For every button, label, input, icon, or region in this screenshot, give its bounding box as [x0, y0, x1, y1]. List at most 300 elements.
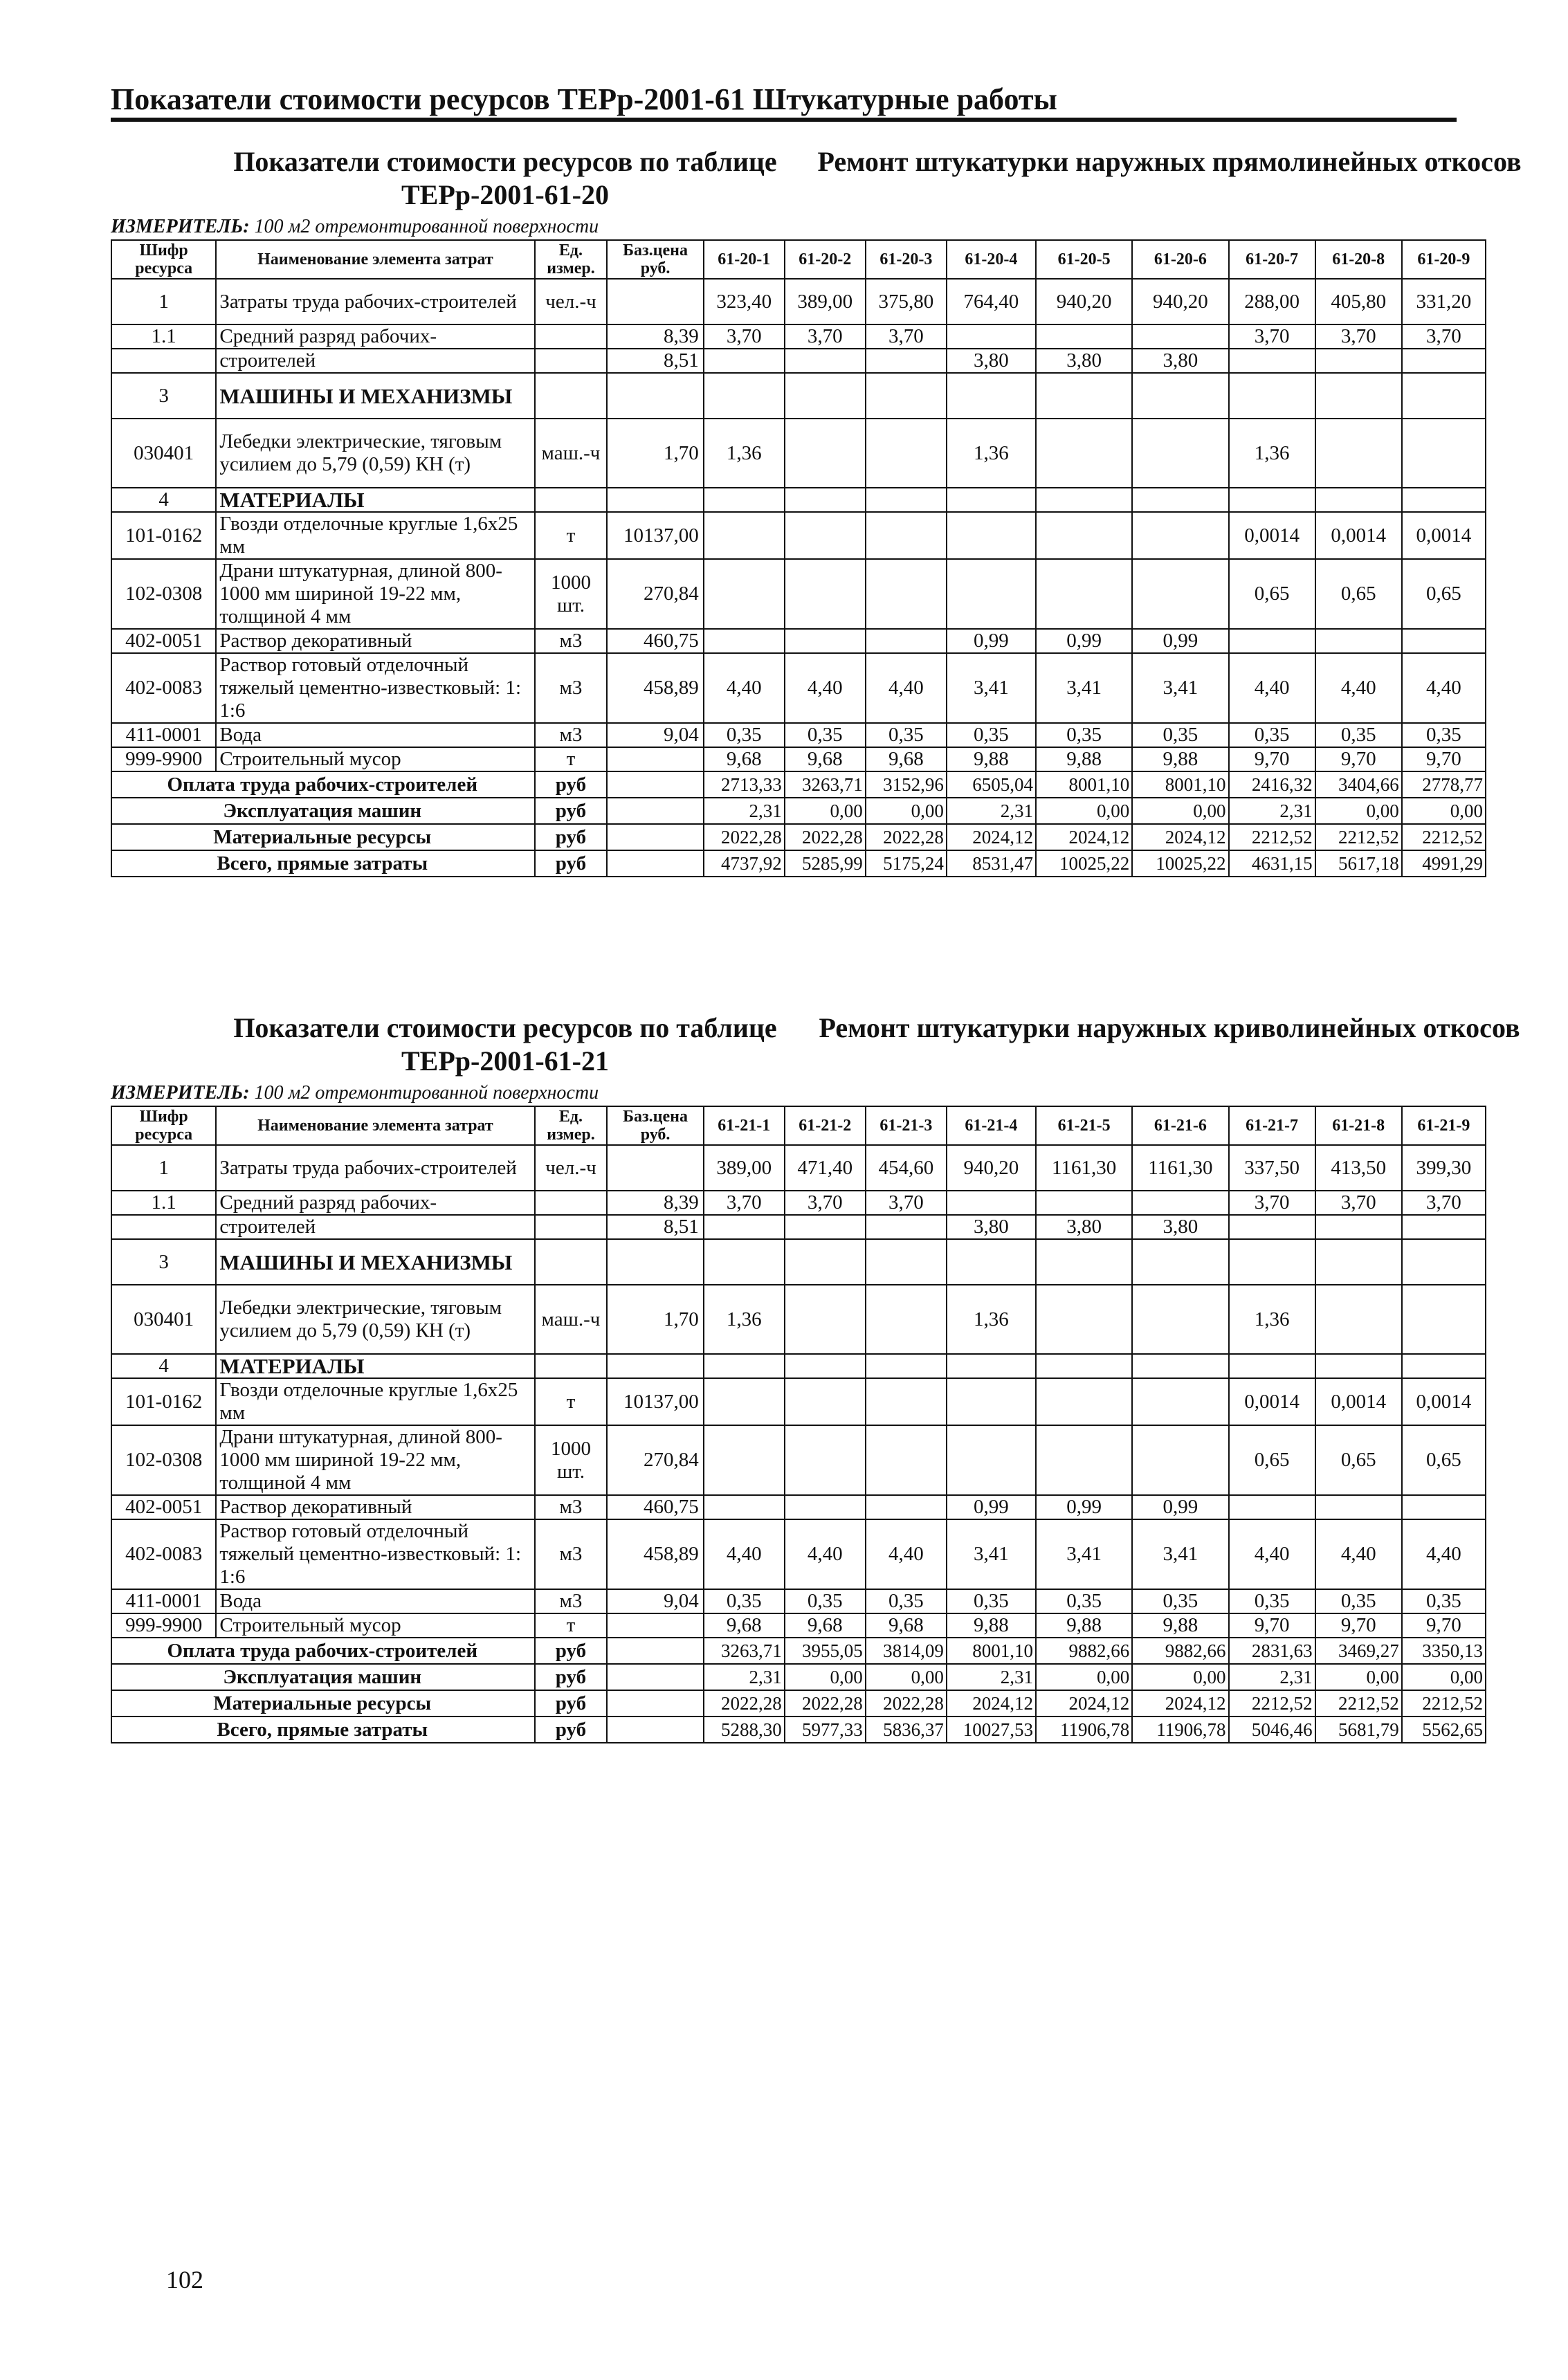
- cell-value: [1315, 349, 1402, 373]
- total-name: Материальные ресурсы: [111, 824, 535, 850]
- total-value: 2212,52: [1229, 824, 1315, 850]
- total-value: 2212,52: [1315, 824, 1402, 850]
- cell-value: 9,70: [1315, 747, 1402, 771]
- cell-code: 999-9900: [111, 1613, 216, 1638]
- cell-value: 0,65: [1229, 559, 1315, 629]
- cell-value: [1132, 1378, 1228, 1425]
- cell-value: 9,68: [785, 1613, 866, 1638]
- cell-unit: т: [535, 1613, 608, 1638]
- total-value: 2024,12: [1036, 1690, 1132, 1717]
- cell-value: [1229, 1215, 1315, 1239]
- cell-price: 10137,00: [607, 512, 703, 559]
- cell-value: 4,40: [1315, 1519, 1402, 1589]
- cell-value: 3,41: [947, 1519, 1036, 1589]
- cell-value: 0,99: [1036, 629, 1132, 653]
- total-value: 2212,52: [1315, 1690, 1402, 1717]
- cell-value: [866, 1378, 947, 1425]
- cell-name: Драни штукатурная, длиной 800-1000 мм шириной 19-22 мм, толщиной 4 мм: [216, 1425, 534, 1495]
- cell-code: 402-0051: [111, 629, 216, 653]
- total-value: 3469,27: [1315, 1638, 1402, 1664]
- cell-value: [1132, 419, 1228, 488]
- cell-value: 0,35: [1132, 723, 1228, 747]
- total-value: 4737,92: [704, 850, 785, 877]
- total-value: 0,00: [1402, 798, 1486, 824]
- total-price-empty: [607, 824, 703, 850]
- total-price-empty: [607, 1690, 703, 1717]
- col-header-name: Наименование элемента затрат: [216, 240, 534, 279]
- total-name: Оплата труда рабочих-строителей: [111, 1638, 535, 1664]
- cell-value: 0,35: [1315, 1589, 1402, 1613]
- cell-value: 405,80: [1315, 279, 1402, 324]
- cell-value: [1036, 1285, 1132, 1354]
- cell-name: Раствор декоративный: [216, 629, 534, 653]
- cell-value: [785, 1354, 866, 1378]
- page-number: 102: [166, 2266, 203, 2294]
- total-value: 0,00: [1132, 1664, 1228, 1690]
- cell-name: МАШИНЫ И МЕХАНИЗМЫ: [216, 1239, 534, 1285]
- total-price-empty: [607, 798, 703, 824]
- cell-value: 9,70: [1229, 747, 1315, 771]
- cell-unit: [535, 488, 608, 512]
- cell-value: [785, 1495, 866, 1519]
- cell-value: 0,35: [1229, 723, 1315, 747]
- total-value: 0,00: [1132, 798, 1228, 824]
- total-value: 2024,12: [947, 1690, 1036, 1717]
- cell-price: 8,51: [607, 349, 703, 373]
- cell-value: [1229, 373, 1315, 419]
- cell-price: [607, 488, 703, 512]
- cell-value: 9,68: [704, 747, 785, 771]
- total-value: 0,00: [1315, 1664, 1402, 1690]
- cell-value: 1,36: [704, 419, 785, 488]
- cell-price: [607, 1145, 703, 1191]
- total-unit: руб: [535, 1717, 608, 1743]
- cell-price: [607, 373, 703, 419]
- cell-value: [1132, 1239, 1228, 1285]
- cell-value: 1161,30: [1132, 1145, 1228, 1191]
- cell-value: [947, 1239, 1036, 1285]
- cell-value: [1132, 512, 1228, 559]
- cell-name: Лебедки электрические, тяговым усилием до 5,79 (0,59) КН (т): [216, 1285, 534, 1354]
- total-value: 9882,66: [1132, 1638, 1228, 1664]
- total-value: 0,00: [785, 1664, 866, 1690]
- cell-value: [866, 1495, 947, 1519]
- cell-price: 8,39: [607, 1191, 703, 1215]
- total-value: 5562,65: [1402, 1717, 1486, 1743]
- cell-value: [866, 373, 947, 419]
- total-name: Всего, прямые затраты: [111, 850, 535, 877]
- cell-value: 0,35: [866, 723, 947, 747]
- total-value: 11906,78: [1036, 1717, 1132, 1743]
- cell-unit: [535, 1191, 608, 1215]
- total-name: Материальные ресурсы: [111, 1690, 535, 1717]
- cell-value: [866, 512, 947, 559]
- total-value: 5977,33: [785, 1717, 866, 1743]
- cell-value: 3,70: [785, 1191, 866, 1215]
- table-row: [111, 1613, 1486, 1638]
- cell-price: 458,89: [607, 1519, 703, 1589]
- cell-value: 9,70: [1402, 1613, 1486, 1638]
- cell-value: [704, 1425, 785, 1495]
- cell-name: Средний разряд рабочих-: [216, 1191, 534, 1215]
- table-row: [111, 723, 1486, 747]
- cell-unit: м3: [535, 1589, 608, 1613]
- cell-value: [1402, 488, 1486, 512]
- table-header-row: [111, 1106, 1486, 1145]
- cell-value: 0,99: [1132, 1495, 1228, 1519]
- total-value: 3350,13: [1402, 1638, 1486, 1664]
- measure-label: ИЗМЕРИТЕЛЬ:: [111, 216, 250, 237]
- total-value: 3814,09: [866, 1638, 947, 1664]
- table-row: [111, 629, 1486, 653]
- cell-unit: т: [535, 512, 608, 559]
- total-unit: руб: [535, 1638, 608, 1664]
- total-value: 0,00: [1315, 798, 1402, 824]
- total-row: [111, 850, 1486, 877]
- col-header-norm: 61-20-5: [1036, 240, 1132, 279]
- cell-value: 3,70: [704, 1191, 785, 1215]
- cell-unit: 1000 шт.: [535, 1425, 608, 1495]
- cell-value: [1315, 1215, 1402, 1239]
- cell-value: 0,0014: [1229, 1378, 1315, 1425]
- cell-value: 4,40: [866, 1519, 947, 1589]
- cell-value: [1036, 373, 1132, 419]
- cell-value: 3,41: [1036, 1519, 1132, 1589]
- col-header-norm: 61-21-1: [704, 1106, 785, 1145]
- cell-value: 0,65: [1229, 1425, 1315, 1495]
- cell-value: [1229, 629, 1315, 653]
- cell-value: [947, 1378, 1036, 1425]
- cell-value: 3,80: [1036, 349, 1132, 373]
- cell-name: Строительный мусор: [216, 1613, 534, 1638]
- cell-value: [1229, 349, 1315, 373]
- cell-value: 4,40: [1229, 653, 1315, 723]
- cell-value: [1132, 488, 1228, 512]
- cell-value: [947, 488, 1036, 512]
- cell-value: 3,70: [1229, 324, 1315, 349]
- cell-code: 411-0001: [111, 1589, 216, 1613]
- cell-value: 0,0014: [1402, 512, 1486, 559]
- cell-price: 9,04: [607, 1589, 703, 1613]
- cell-value: [1402, 629, 1486, 653]
- cell-value: [704, 1378, 785, 1425]
- cell-value: 0,35: [1132, 1589, 1228, 1613]
- cell-value: [947, 1191, 1036, 1215]
- cell-name: Раствор готовый отделочный тяжелый цементно-известковый: 1: 1:6: [216, 1519, 534, 1589]
- cell-value: 0,35: [785, 1589, 866, 1613]
- cell-value: [1315, 1285, 1402, 1354]
- cell-value: [704, 488, 785, 512]
- cell-name: Затраты труда рабочих-строителей: [216, 279, 534, 324]
- total-unit: руб: [535, 1664, 608, 1690]
- page-header: Показатели стоимости ресурсов ТЕРр-2001-61 Штукатурные работы: [111, 82, 1057, 116]
- cell-value: 3,70: [1315, 1191, 1402, 1215]
- cell-code: 101-0162: [111, 1378, 216, 1425]
- col-header-norm: 61-20-2: [785, 240, 866, 279]
- cell-unit: м3: [535, 723, 608, 747]
- table-row: [111, 419, 1486, 488]
- cell-unit: м3: [535, 1495, 608, 1519]
- cell-value: 0,99: [1036, 1495, 1132, 1519]
- cell-value: 0,35: [1036, 1589, 1132, 1613]
- cell-value: [947, 1354, 1036, 1378]
- cell-value: 454,60: [866, 1145, 947, 1191]
- cell-name: строителей: [216, 349, 534, 373]
- cell-value: [1036, 512, 1132, 559]
- total-value: 2,31: [947, 798, 1036, 824]
- cell-name: Средний разряд рабочих-: [216, 324, 534, 349]
- total-name: Оплата труда рабочих-строителей: [111, 771, 535, 798]
- cell-value: 3,70: [1315, 324, 1402, 349]
- cell-value: 4,40: [866, 653, 947, 723]
- cell-value: 4,40: [1402, 653, 1486, 723]
- col-header-norm: 61-21-4: [947, 1106, 1036, 1145]
- measure-line: [111, 1081, 1486, 1106]
- cell-code: 101-0162: [111, 512, 216, 559]
- total-value: 0,00: [1036, 1664, 1132, 1690]
- cell-value: [947, 373, 1036, 419]
- resource-section: [111, 145, 1522, 877]
- total-value: 0,00: [785, 798, 866, 824]
- cell-name: Вода: [216, 723, 534, 747]
- cell-value: 3,70: [785, 324, 866, 349]
- total-value: 3263,71: [704, 1638, 785, 1664]
- cell-price: [607, 1613, 703, 1638]
- total-value: 2,31: [1229, 798, 1315, 824]
- cell-unit: чел.-ч: [535, 279, 608, 324]
- cell-value: [1036, 1239, 1132, 1285]
- cell-value: 4,40: [1315, 653, 1402, 723]
- cell-value: 9,68: [866, 747, 947, 771]
- col-header-norm: 61-21-9: [1402, 1106, 1486, 1145]
- cell-value: 288,00: [1229, 279, 1315, 324]
- cell-value: [785, 1285, 866, 1354]
- total-value: 2,31: [704, 798, 785, 824]
- cell-value: [1036, 559, 1132, 629]
- cell-value: 9,68: [785, 747, 866, 771]
- cell-price: 270,84: [607, 559, 703, 629]
- table-row: [111, 1145, 1486, 1191]
- cell-value: 9,88: [947, 1613, 1036, 1638]
- cell-value: [785, 1425, 866, 1495]
- cell-value: [785, 373, 866, 419]
- cell-value: [1315, 419, 1402, 488]
- cell-code: [111, 1215, 216, 1239]
- total-row: [111, 1638, 1486, 1664]
- cell-unit: т: [535, 1378, 608, 1425]
- total-value: 5681,79: [1315, 1717, 1402, 1743]
- cell-name: МАШИНЫ И МЕХАНИЗМЫ: [216, 373, 534, 419]
- total-value: 2778,77: [1402, 771, 1486, 798]
- total-price-empty: [607, 850, 703, 877]
- cell-value: 0,99: [947, 629, 1036, 653]
- cell-name: Вода: [216, 1589, 534, 1613]
- total-value: 2713,33: [704, 771, 785, 798]
- total-value: 2022,28: [785, 824, 866, 850]
- col-header-norm: 61-21-8: [1315, 1106, 1402, 1145]
- cell-value: 471,40: [785, 1145, 866, 1191]
- cell-unit: [535, 1239, 608, 1285]
- cell-value: [704, 349, 785, 373]
- table-row: [111, 653, 1486, 723]
- cell-value: [704, 512, 785, 559]
- cell-code: 102-0308: [111, 559, 216, 629]
- section-heading: [111, 1012, 1520, 1081]
- cell-value: [704, 1495, 785, 1519]
- total-value: 2024,12: [1132, 824, 1228, 850]
- cell-value: 1,36: [947, 1285, 1036, 1354]
- total-value: 2022,28: [704, 824, 785, 850]
- cell-value: 9,70: [1402, 747, 1486, 771]
- total-name: Эксплуатация машин: [111, 1664, 535, 1690]
- cell-value: [1315, 488, 1402, 512]
- total-value: 2024,12: [1036, 824, 1132, 850]
- cell-value: 0,99: [1132, 629, 1228, 653]
- cell-unit: [535, 324, 608, 349]
- cell-value: 3,70: [1229, 1191, 1315, 1215]
- total-value: 10025,22: [1036, 850, 1132, 877]
- total-value: 3152,96: [866, 771, 947, 798]
- cell-value: 0,35: [785, 723, 866, 747]
- cell-value: [1132, 324, 1228, 349]
- cell-value: 4,40: [785, 653, 866, 723]
- cell-value: 3,41: [1132, 653, 1228, 723]
- total-unit: руб: [535, 824, 608, 850]
- cell-value: [704, 629, 785, 653]
- cell-value: 0,65: [1402, 1425, 1486, 1495]
- cell-value: [1315, 1495, 1402, 1519]
- cell-value: [866, 629, 947, 653]
- cell-value: [1036, 488, 1132, 512]
- cell-value: 4,40: [1402, 1519, 1486, 1589]
- measure-text: 100 м2 отремонтированной поверхности: [254, 1082, 599, 1104]
- cell-price: 460,75: [607, 629, 703, 653]
- cell-price: 1,70: [607, 419, 703, 488]
- cell-value: 940,20: [947, 1145, 1036, 1191]
- cell-value: 0,65: [1315, 1425, 1402, 1495]
- total-value: 5288,30: [704, 1717, 785, 1743]
- cell-value: [785, 419, 866, 488]
- table-row: [111, 1215, 1486, 1239]
- cell-value: [866, 349, 947, 373]
- table-row: [111, 1589, 1486, 1613]
- cell-name: МАТЕРИАЛЫ: [216, 1354, 534, 1378]
- cell-value: 0,0014: [1229, 512, 1315, 559]
- col-header-norm: 61-20-9: [1402, 240, 1486, 279]
- cell-value: 3,70: [866, 324, 947, 349]
- cell-unit: м3: [535, 653, 608, 723]
- total-value: 8001,10: [947, 1638, 1036, 1664]
- cell-value: 0,65: [1402, 559, 1486, 629]
- total-value: 5175,24: [866, 850, 947, 877]
- cell-value: [866, 488, 947, 512]
- cell-value: [1036, 1425, 1132, 1495]
- total-row: [111, 1664, 1486, 1690]
- table-row: [111, 1425, 1486, 1495]
- cell-value: 413,50: [1315, 1145, 1402, 1191]
- total-name: Всего, прямые затраты: [111, 1717, 535, 1743]
- cell-value: 0,35: [1229, 1589, 1315, 1613]
- total-value: 2212,52: [1402, 1690, 1486, 1717]
- col-header-norm: 61-20-4: [947, 240, 1036, 279]
- cell-value: [785, 629, 866, 653]
- cell-value: [1315, 629, 1402, 653]
- cell-value: 0,35: [704, 723, 785, 747]
- cell-value: [1036, 1354, 1132, 1378]
- cell-unit: 1000 шт.: [535, 559, 608, 629]
- cell-value: 389,00: [785, 279, 866, 324]
- cell-unit: м3: [535, 629, 608, 653]
- measure-text: 100 м2 отремонтированной поверхности: [254, 216, 599, 237]
- total-row: [111, 1717, 1486, 1743]
- cell-code: 1: [111, 1145, 216, 1191]
- section-title: Показатели стоимости ресурсов по таблице ТЕРр-2001-61-20: [233, 146, 777, 210]
- cell-value: 1161,30: [1036, 1145, 1132, 1191]
- cell-name: Строительный мусор: [216, 747, 534, 771]
- cell-value: [1132, 1285, 1228, 1354]
- cell-value: [704, 373, 785, 419]
- cell-value: [1402, 1354, 1486, 1378]
- section-subtitle: Ремонт штукатурки наружных криволинейных откосов: [819, 1012, 1520, 1043]
- cell-value: 4,40: [704, 1519, 785, 1589]
- cell-value: 0,65: [1315, 559, 1402, 629]
- total-value: 2024,12: [947, 824, 1036, 850]
- total-value: 2212,52: [1402, 824, 1486, 850]
- cell-value: [1229, 1354, 1315, 1378]
- cell-value: [1229, 1495, 1315, 1519]
- cell-value: [704, 1354, 785, 1378]
- cell-value: 0,0014: [1315, 1378, 1402, 1425]
- cell-value: [947, 324, 1036, 349]
- cell-code: 402-0083: [111, 653, 216, 723]
- col-header-norm: 61-20-6: [1132, 240, 1228, 279]
- cell-value: 3,41: [947, 653, 1036, 723]
- total-value: 2022,28: [866, 1690, 947, 1717]
- table-header-row: [111, 240, 1486, 279]
- total-name: Эксплуатация машин: [111, 798, 535, 824]
- cell-value: [947, 559, 1036, 629]
- col-header-norm: 61-21-7: [1229, 1106, 1315, 1145]
- cell-unit: чел.-ч: [535, 1145, 608, 1191]
- cell-price: 270,84: [607, 1425, 703, 1495]
- total-value: 2022,28: [866, 824, 947, 850]
- col-header-price: Баз.цена руб.: [607, 1106, 703, 1145]
- total-price-empty: [607, 1717, 703, 1743]
- total-value: 10027,53: [947, 1717, 1036, 1743]
- cell-value: 9,70: [1315, 1613, 1402, 1638]
- cell-value: [1132, 559, 1228, 629]
- table-row: [111, 1285, 1486, 1354]
- cell-value: 389,00: [704, 1145, 785, 1191]
- cell-value: [866, 1285, 947, 1354]
- cell-value: 0,35: [947, 723, 1036, 747]
- cell-value: [1132, 1191, 1228, 1215]
- cell-code: 4: [111, 488, 216, 512]
- table-row: [111, 488, 1486, 512]
- total-value: 4631,15: [1229, 850, 1315, 877]
- total-unit: руб: [535, 798, 608, 824]
- cell-code: 4: [111, 1354, 216, 1378]
- cell-value: 337,50: [1229, 1145, 1315, 1191]
- table-row: [111, 1354, 1486, 1378]
- total-value: 8531,47: [947, 850, 1036, 877]
- cell-value: 9,68: [704, 1613, 785, 1638]
- cell-price: [607, 279, 703, 324]
- cell-name: Гвозди отделочные круглые 1,6х25 мм: [216, 1378, 534, 1425]
- cell-value: [1132, 373, 1228, 419]
- table-row: [111, 1239, 1486, 1285]
- cell-value: 4,40: [704, 653, 785, 723]
